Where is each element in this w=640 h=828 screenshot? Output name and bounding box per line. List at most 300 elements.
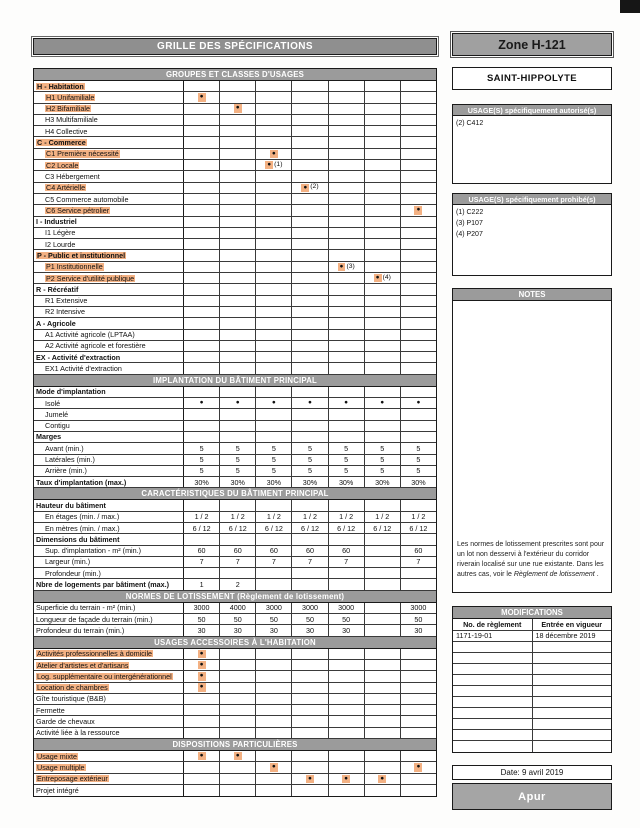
grid-row: [34, 239, 436, 250]
grid-cell: [220, 363, 256, 373]
modifications-row-empty: [453, 708, 611, 719]
grid-cell: 5: [184, 443, 220, 453]
grid-cell: 60: [414, 546, 423, 556]
grid-row: [34, 137, 436, 148]
grid-cell: 60: [184, 546, 220, 556]
grid-cell: [292, 341, 328, 351]
row-label: [34, 217, 184, 227]
modifications-cell: [533, 719, 612, 729]
grid-cell: [401, 705, 436, 715]
grid-row: [34, 785, 436, 796]
grid-cell: [184, 273, 220, 283]
grid-cell: [401, 81, 436, 91]
specification-grid-column: [33, 38, 437, 797]
section-header: CARACTÉRISTIQUES DU BÂTIMENT PRINCIPAL: [34, 488, 436, 500]
grid-cell: [256, 363, 292, 373]
grid-cell: [329, 716, 365, 726]
grid-cell: [184, 205, 220, 215]
grid-row: [34, 500, 436, 511]
grid-cell: [184, 671, 220, 681]
grid-cell: [365, 751, 401, 761]
grid-cell: [220, 649, 256, 659]
grid-cell: [365, 398, 401, 408]
use-item: (3) P107: [456, 220, 483, 227]
grid-cell: [329, 228, 365, 238]
grid-cell: [329, 387, 365, 397]
grid-cell: [256, 660, 292, 670]
grid-cell: [184, 534, 220, 544]
grid-row: [34, 126, 436, 137]
row-label: [34, 466, 184, 476]
grid-cell: [329, 683, 365, 693]
row-label: [34, 205, 184, 215]
zone-info-column: [452, 33, 612, 810]
grid-cell: [329, 92, 365, 102]
row-label-text: C6 Service pétrolier: [46, 205, 110, 215]
row-label-text: Latérales (min.): [45, 455, 95, 465]
grid-cell: 60: [220, 546, 256, 556]
grid-cell: [220, 126, 256, 136]
grid-cell: [401, 716, 436, 726]
grid-cell: [401, 250, 436, 260]
grid-cell: [401, 307, 436, 317]
row-label-text: Usage mixte: [37, 751, 77, 761]
modifications-header: MODIFICATIONS: [453, 607, 611, 619]
grid-cell: [292, 387, 328, 397]
modifications-box: [452, 606, 612, 753]
grid-cell: 3000: [292, 603, 328, 613]
row-label-text: C4 Artérielle: [46, 183, 86, 193]
grid-cell: [329, 694, 365, 704]
row-label-text: A1 Activité agricole (LPTAA): [45, 330, 135, 340]
grid-cell: [184, 728, 220, 738]
row-label-text: C1 Première nécessité: [46, 149, 119, 159]
grid-cell: [256, 534, 292, 544]
grid-cell: [329, 363, 365, 373]
dot-marker: ●: [380, 398, 385, 406]
grid-cell: [292, 239, 328, 249]
grid-cell: [365, 546, 401, 556]
grid-cell: 3000: [256, 603, 292, 613]
grid-cell: [292, 352, 328, 362]
grid-cell: [365, 694, 401, 704]
grid-cell: [256, 149, 292, 159]
grid-cell: [256, 330, 292, 340]
grid-cell: [401, 785, 436, 796]
grid-cell: 30%: [411, 477, 426, 487]
grid-cell: [365, 160, 401, 170]
grid-cell: [365, 284, 401, 294]
grid-cell: [401, 330, 436, 340]
zone-title: Zone H-121: [452, 33, 612, 56]
grid-row: [34, 81, 436, 92]
modifications-row-empty: [453, 664, 611, 675]
grid-row: [34, 217, 436, 228]
grid-cell: 50: [220, 614, 256, 624]
grid-cell: [401, 194, 436, 204]
grid-cell: [256, 183, 292, 193]
grid-row: [34, 296, 436, 307]
grid-cell: [256, 92, 292, 102]
row-label: [34, 534, 184, 544]
grid-cell: 1 / 2: [220, 512, 256, 522]
grid-cell: [365, 262, 401, 272]
grid-cell: [401, 228, 436, 238]
row-label-text: Hauteur du bâtiment: [36, 500, 106, 510]
grid-cell: 50: [256, 614, 292, 624]
grid-cell: 1 / 2: [411, 512, 426, 522]
grid-cell: [256, 284, 292, 294]
grid-cell: [365, 137, 401, 147]
grid-cell: [401, 728, 436, 738]
row-label: [34, 432, 184, 442]
grid-cell: 7: [184, 557, 220, 567]
grid-cell: [365, 568, 401, 578]
grid-row: [34, 523, 436, 534]
grid-cell: [220, 751, 256, 761]
grid-cell: [220, 104, 256, 114]
dot-marker: ●: [344, 774, 349, 782]
grid-cell: [220, 171, 256, 181]
grid-cell: [220, 432, 256, 442]
prohibited-uses-list: [453, 205, 611, 275]
row-label-text: Arrière (min.): [45, 466, 87, 476]
grid-cell: 5: [292, 466, 328, 476]
grid-cell: 1: [184, 579, 220, 589]
grid-cell: [184, 296, 220, 306]
grid-row: [34, 409, 436, 420]
grid-cell: [220, 671, 256, 681]
grid-cell: [184, 421, 220, 431]
grid-cell: [365, 81, 401, 91]
grid-cell: [292, 115, 328, 125]
row-label: [34, 194, 184, 204]
grid-cell: [256, 352, 292, 362]
grid-cell: [365, 774, 401, 784]
modifications-row-empty: [453, 642, 611, 653]
grid-cell: 30%: [220, 477, 256, 487]
notes-body: [453, 301, 611, 592]
grid-row: [34, 683, 436, 694]
row-label-text: En mètres (min. / max.): [45, 523, 120, 533]
grid-cell: [292, 579, 328, 589]
dot-marker: ●: [199, 683, 204, 691]
grid-cell: [220, 273, 256, 283]
modifications-cell: [533, 708, 612, 718]
grid-cell: 5: [416, 443, 421, 453]
grid-row: [34, 307, 436, 318]
grid-cell: [220, 296, 256, 306]
grid-cell: 50: [184, 614, 220, 624]
dot-marker: ●: [303, 183, 308, 191]
dot-marker: ●: [199, 672, 204, 680]
modifications-table: [453, 619, 611, 752]
modifications-row-empty: [453, 730, 611, 741]
grid-cell: [401, 762, 436, 772]
grid-cell: [365, 409, 401, 419]
grid-cell: [184, 126, 220, 136]
grid-cell: [292, 649, 328, 659]
grid-cell: [184, 171, 220, 181]
grid-cell: [220, 228, 256, 238]
grid-row: [34, 363, 436, 374]
grid-cell: [184, 81, 220, 91]
modifications-row-empty: [453, 675, 611, 686]
row-label: [34, 284, 184, 294]
row-label: [34, 660, 184, 670]
grid-row: [34, 284, 436, 295]
grid-cell: [329, 421, 365, 431]
grid-cell: 30: [220, 625, 256, 635]
modifications-row-empty: [453, 697, 611, 708]
modifications-cell: [533, 664, 612, 674]
grid-cell: [292, 534, 328, 544]
grid-row: [34, 194, 436, 205]
grid-cell: [329, 660, 365, 670]
grid-cell: 30: [329, 625, 365, 635]
grid-cell: [401, 751, 436, 761]
row-label-text: A2 Activité agricole et forestière: [45, 341, 146, 351]
row-label: [34, 81, 184, 91]
row-label-text: Jumelé: [45, 409, 69, 419]
row-label: [34, 671, 184, 681]
grid-cell: [365, 307, 401, 317]
row-label-text: Atelier d'artistes et d'artisans: [37, 660, 129, 670]
row-label: [34, 387, 184, 397]
grid-row: [34, 614, 436, 625]
grid-cell: [292, 660, 328, 670]
grid-cell: [401, 137, 436, 147]
grid-cell: [220, 500, 256, 510]
grid-cell: [329, 330, 365, 340]
grid-cell: [365, 183, 401, 193]
footnote-ref: (2): [310, 183, 319, 191]
grid-cell: [256, 785, 292, 796]
modifications-cell: [453, 697, 533, 707]
dot-marker: ●: [199, 751, 204, 759]
modifications-cell: [533, 686, 612, 696]
row-label: [34, 171, 184, 181]
grid-cell: [292, 421, 328, 431]
section-header: NORMES DE LOTISSEMENT (Règlement de lotissement): [34, 591, 436, 603]
grid-row: [34, 466, 436, 477]
row-label-text: I2 Lourde: [45, 239, 76, 249]
grid-row: [34, 160, 436, 171]
grid-cell: 6 / 12: [220, 523, 256, 533]
grid-cell: [401, 126, 436, 136]
row-label: [34, 149, 184, 159]
grid-cell: [365, 421, 401, 431]
grid-cell: [292, 137, 328, 147]
row-label: [34, 546, 184, 556]
grid-cell: [184, 239, 220, 249]
grid-cell: [401, 115, 436, 125]
grid-row: [34, 512, 436, 523]
grid-row: [34, 660, 436, 671]
grid-row: [34, 762, 436, 773]
grid-cell: [220, 330, 256, 340]
row-label: [34, 341, 184, 351]
grid-cell: [401, 149, 436, 159]
grid-cell: [184, 705, 220, 715]
dot-marker: ●: [339, 262, 344, 270]
grid-cell: [401, 568, 436, 578]
grid-cell: [292, 273, 328, 283]
grid-row: [34, 716, 436, 727]
grid-cell: 1 / 2: [184, 512, 220, 522]
row-label: [34, 579, 184, 589]
grid-cell: [401, 171, 436, 181]
grid-cell: 5: [220, 466, 256, 476]
grid-cell: [184, 500, 220, 510]
row-label-text: H3 Multifamiliale: [45, 115, 98, 125]
grid-cell: [184, 387, 220, 397]
grid-cell: [184, 660, 220, 670]
grid-cell: [256, 262, 292, 272]
row-label-text: Projet intégré: [36, 785, 79, 795]
grid-cell: [401, 500, 436, 510]
grid-cell: [329, 194, 365, 204]
grid-cell: [401, 262, 436, 272]
grid-cell: [292, 671, 328, 681]
grid-cell: 5: [184, 455, 220, 465]
dot-marker: ●: [344, 398, 349, 406]
authorized-uses-list: [453, 116, 611, 183]
grid-row: [34, 273, 436, 284]
grid-cell: 6 / 12: [256, 523, 292, 533]
row-label: [34, 160, 184, 170]
grid-cell: [329, 126, 365, 136]
grid-cell: [256, 500, 292, 510]
grid-cell: [401, 774, 436, 784]
grid-cell: [365, 557, 401, 567]
grid-cell: [220, 307, 256, 317]
grid-cell: [184, 194, 220, 204]
grid-cell: [184, 330, 220, 340]
row-label-text: Log. supplémentaire ou intergénérationnel: [37, 671, 172, 681]
grid-cell: [329, 217, 365, 227]
grid-cell: [329, 352, 365, 362]
row-label-text: C - Commerce: [37, 138, 86, 148]
grid-cell: [256, 409, 292, 419]
grid-cell: [256, 579, 292, 589]
grid-row: [34, 205, 436, 216]
grid-cell: [256, 318, 292, 328]
grid-cell: [329, 432, 365, 442]
grid-cell: 5: [292, 455, 328, 465]
dot-marker: ●: [199, 398, 204, 406]
grid-cell: [365, 330, 401, 340]
grid-cell: 5: [329, 443, 365, 453]
row-label-text: Location de chambres: [37, 683, 108, 693]
grid-cell: [220, 387, 256, 397]
grid-row: [34, 649, 436, 660]
grid-cell: [401, 432, 436, 442]
grid-cell: [292, 774, 328, 784]
row-label-text: Dimensions du bâtiment: [36, 534, 120, 544]
grid-cell: [256, 171, 292, 181]
grid-cell: [401, 409, 436, 419]
row-label-text: Marges: [36, 432, 62, 442]
grid-cell: [256, 126, 292, 136]
grid-cell: [256, 81, 292, 91]
grid-cell: [292, 262, 328, 272]
row-label: [34, 762, 184, 772]
grid-cell: 6 / 12: [409, 523, 428, 533]
grid-cell: [220, 762, 256, 772]
grid-cell: [292, 217, 328, 227]
scan-artifact: [620, 0, 640, 13]
grid-cell: [365, 318, 401, 328]
grid-cell: [365, 205, 401, 215]
row-label: [34, 774, 184, 784]
row-label: [34, 183, 184, 193]
grid-cell: [329, 262, 365, 272]
grid-row: [34, 330, 436, 341]
grid-cell: [292, 705, 328, 715]
grid-cell: 50: [292, 614, 328, 624]
dot-marker: ●: [380, 774, 385, 782]
grid-cell: [292, 284, 328, 294]
grid-row: [34, 92, 436, 103]
grid-cell: [329, 728, 365, 738]
grid-cell: [256, 705, 292, 715]
row-label: [34, 421, 184, 431]
grid-cell: [401, 104, 436, 114]
grid-cell: [329, 104, 365, 114]
grid-cell: [292, 762, 328, 772]
grid-cell: [292, 785, 328, 796]
grid-cell: 5: [365, 466, 401, 476]
row-label: [34, 614, 184, 624]
grid-cell: [292, 330, 328, 340]
grid-cell: [365, 126, 401, 136]
row-label-text: Fermette: [36, 705, 65, 715]
grid-cell: [292, 205, 328, 215]
grid-cell: [292, 228, 328, 238]
grid-cell: [184, 318, 220, 328]
row-label: [34, 477, 184, 487]
grid-row: [34, 443, 436, 454]
grid-cell: 60: [292, 546, 328, 556]
grid-row: [34, 705, 436, 716]
grid-cell: [220, 250, 256, 260]
row-label-text: P - Public et institutionnel: [37, 251, 126, 260]
row-label-text: Gîte touristique (B&B): [36, 694, 106, 704]
grid-cell: 7: [256, 557, 292, 567]
grid-cell: 5: [416, 455, 421, 465]
grid-cell: [184, 716, 220, 726]
grid-cell: 2: [220, 579, 256, 589]
grid-cell: [184, 432, 220, 442]
grid-row: [34, 352, 436, 363]
modifications-row: [453, 631, 611, 642]
grid-row: [34, 534, 436, 545]
grid-cell: [365, 603, 401, 613]
grid-cell: [365, 104, 401, 114]
modifications-cell: [533, 653, 612, 663]
row-label: [34, 785, 184, 796]
row-label-text: C3 Hébergement: [45, 171, 100, 181]
grid-cell: [184, 694, 220, 704]
grid-row: [34, 455, 436, 466]
grid-cell: 5: [365, 443, 401, 453]
grid-row: [34, 171, 436, 182]
row-label-text: Nbre de logements par bâtiment (max.): [36, 580, 169, 590]
grid-cell: [220, 205, 256, 215]
grid-cell: [184, 250, 220, 260]
row-label: [34, 137, 184, 147]
